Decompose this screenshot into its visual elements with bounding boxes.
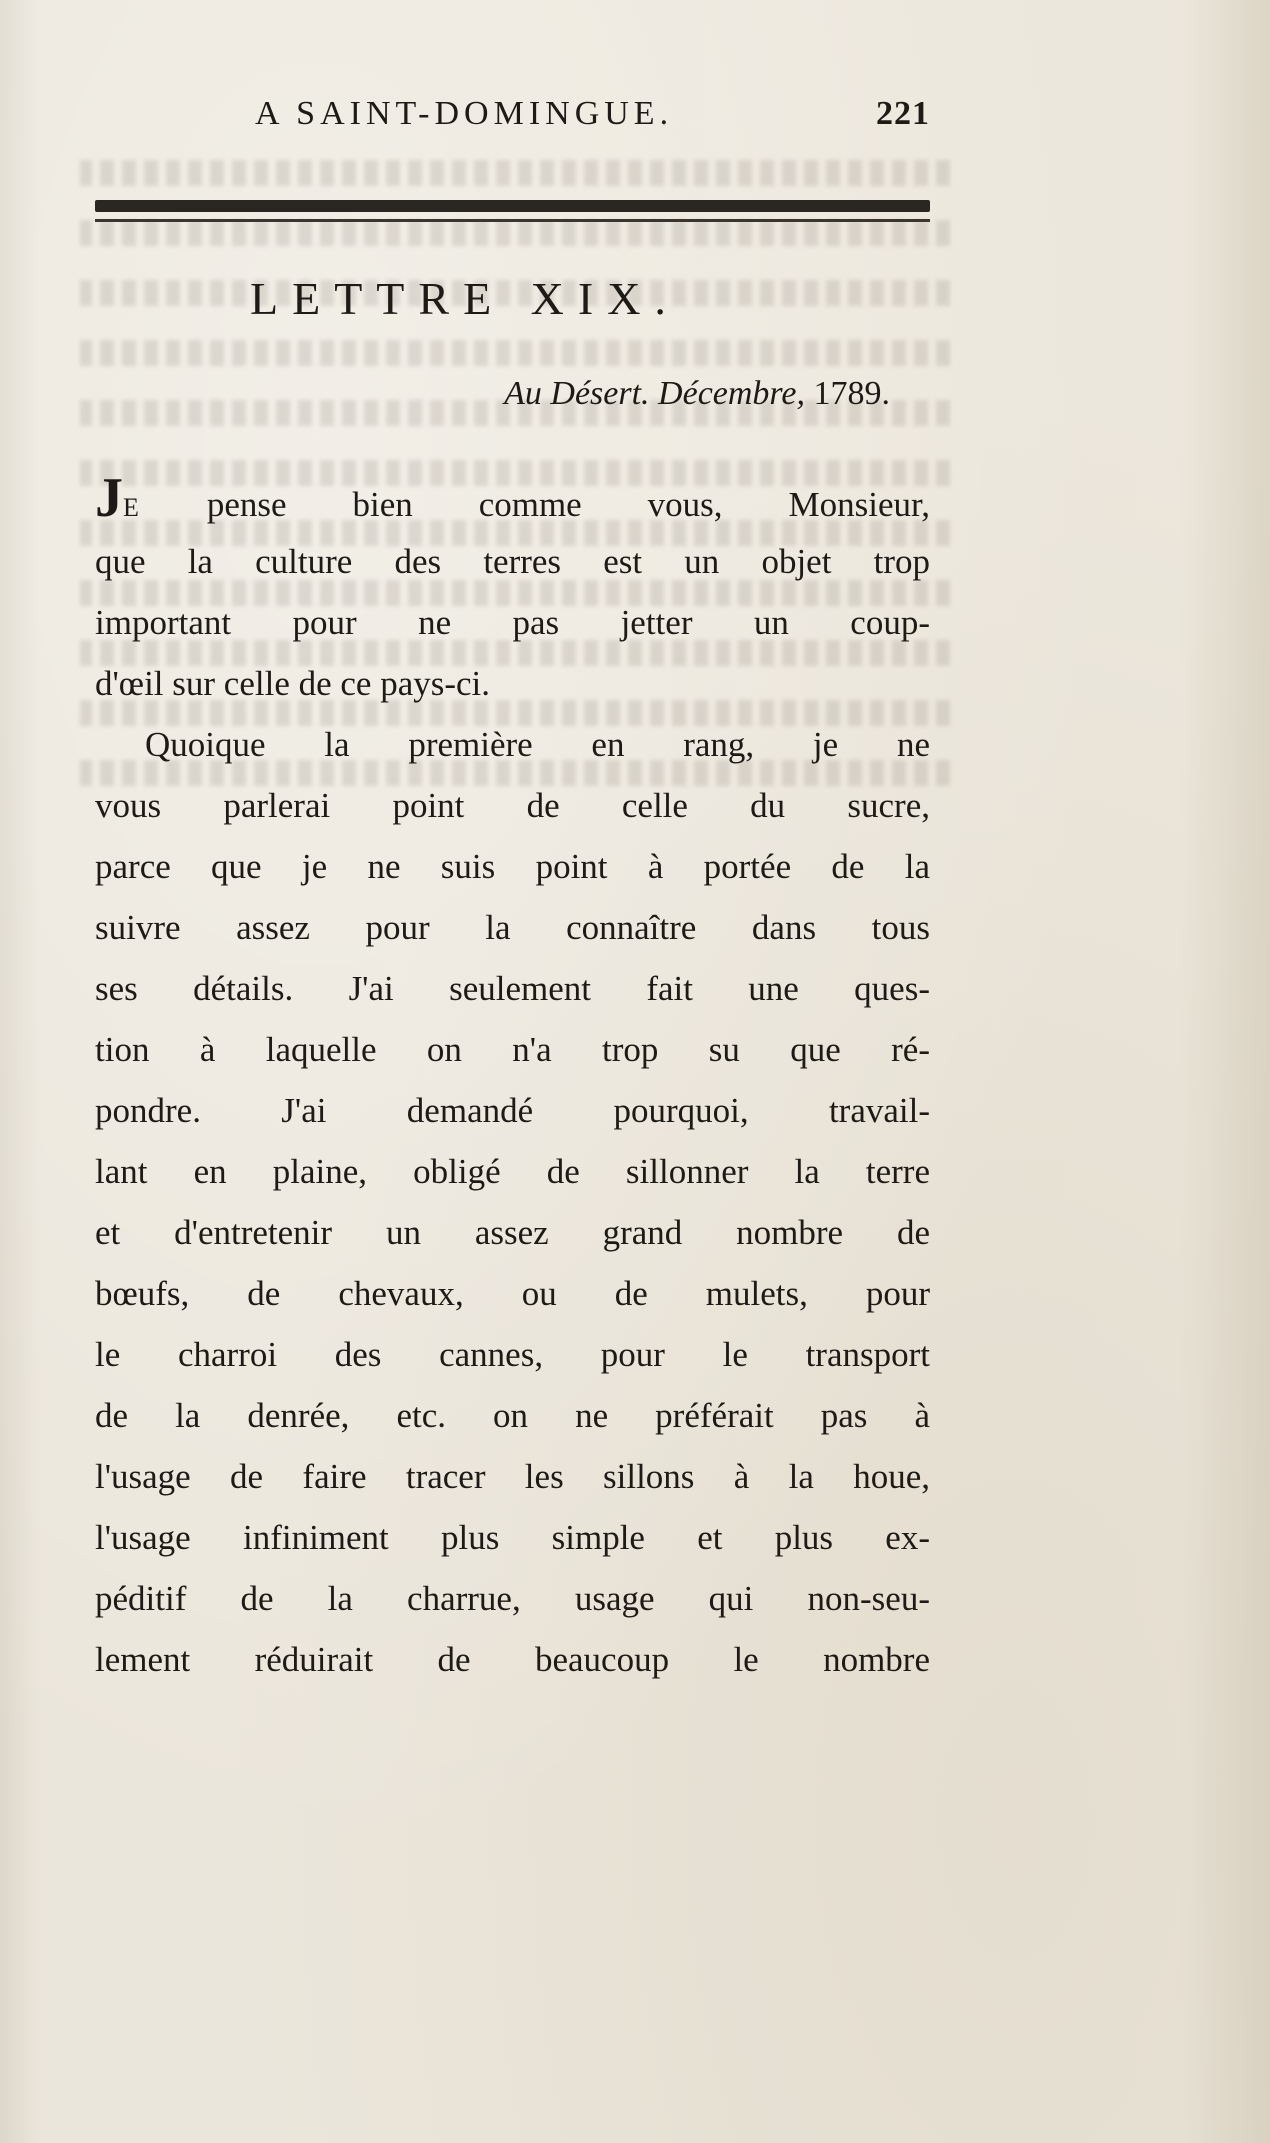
text-line: tion à laquelle on n'a trop su que ré- bbox=[95, 1030, 930, 1069]
text-line: l'usage de faire tracer les sillons à la houe, bbox=[95, 1457, 930, 1496]
text-line-first bbox=[95, 467, 930, 531]
text-line: bœufs, de chevaux, ou de mulets, pour bbox=[95, 1274, 930, 1313]
dateline-place-date: Au Désert. Décembre, bbox=[504, 375, 805, 412]
text-line: et d'entretenir un assez grand nombre de bbox=[95, 1213, 930, 1252]
text-line: l'usage infiniment plus simple et plus ex- bbox=[95, 1518, 930, 1557]
text-line: lant en plaine, obligé de sillonner la terre bbox=[95, 1152, 930, 1191]
text-line: que la culture des terres est un objet trop bbox=[95, 542, 930, 581]
text-line: lement réduirait de beaucoup le nombre bbox=[95, 1640, 930, 1679]
text-line: de la denrée, etc. on ne préférait pas à bbox=[95, 1396, 930, 1435]
letter-body bbox=[95, 467, 930, 1690]
small-caps: E bbox=[123, 493, 141, 522]
drop-cap: J bbox=[95, 467, 123, 529]
dateline-year: 1789. bbox=[813, 375, 890, 412]
running-head bbox=[100, 95, 930, 155]
header-rule-thick bbox=[95, 200, 930, 212]
text-line: important pour ne pas jetter un coup- bbox=[95, 603, 930, 642]
text-line: péditif de la charrue, usage qui non-seu- bbox=[95, 1579, 930, 1618]
text-line: parce que je ne suis point à portée de la bbox=[95, 847, 930, 886]
header-rule-thin bbox=[95, 219, 930, 222]
page-number: 221 bbox=[876, 95, 930, 132]
text-line: vous parlerai point de celle du sucre, bbox=[95, 786, 930, 825]
text-line: d'œil sur celle de ce pays-ci. bbox=[95, 664, 491, 703]
dateline bbox=[504, 375, 890, 413]
text-line: ses détails. J'ai seulement fait une ques- bbox=[95, 969, 930, 1008]
text-line: le charroi des cannes, pour le transport bbox=[95, 1335, 930, 1374]
first-line-rest: pense bien comme vous, Monsieur, bbox=[140, 485, 930, 524]
text-line: pondre. J'ai demandé pourquoi, travail- bbox=[95, 1091, 930, 1130]
text-line: suivre assez pour la connaître dans tous bbox=[95, 908, 930, 947]
letter-heading: LETTRE XIX. bbox=[250, 273, 680, 324]
running-title: A SAINT-DOMINGUE. bbox=[255, 95, 674, 132]
text-line: Quoique la première en rang, je ne bbox=[145, 725, 930, 764]
